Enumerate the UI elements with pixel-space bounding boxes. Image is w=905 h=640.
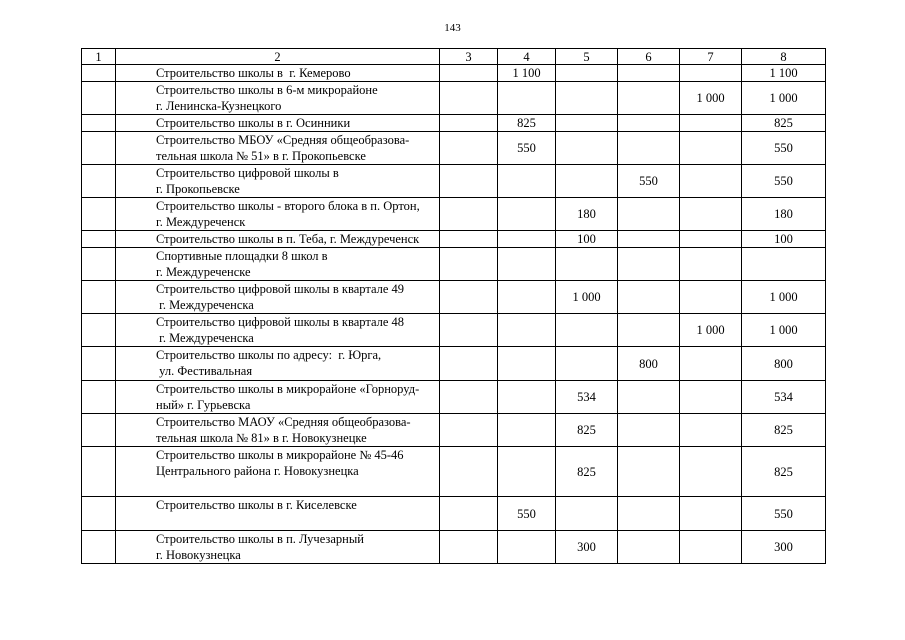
row-name-cell: Спортивные площадки 8 школ в г. Междуреченске [116,248,440,281]
value-cell-col6 [618,447,680,497]
value-cell-col4 [498,82,556,115]
table-row [82,82,826,115]
table-row [82,198,826,231]
value-cell-col8: 550 [742,132,826,165]
value-cell-col3 [440,115,498,132]
value-cell-col6 [618,115,680,132]
value-cell-col5: 300 [556,531,618,564]
row-number-cell [82,198,116,231]
row-name-cell: Строительство школы в 6-м микрорайоне г. Ленинска-Кузнецкого [116,82,440,115]
value-cell-col7: 1 000 [680,314,742,347]
value-cell-col6: 550 [618,165,680,198]
value-cell-col8: 825 [742,447,826,497]
table-row [82,132,826,165]
row-name-cell: Строительство школы - второго блока в п. Ортон, г. Междуреченск [116,198,440,231]
table-row [82,65,826,82]
value-cell-col6 [618,531,680,564]
row-number-cell [82,414,116,447]
value-cell-col6 [618,281,680,314]
value-cell-col3 [440,281,498,314]
table-row [82,347,826,381]
table-row [82,115,826,132]
row-name-cell: Строительство цифровой школы в квартале 49 г. Междуреченска [116,281,440,314]
table-row [82,531,826,564]
value-cell-col4: 1 100 [498,65,556,82]
row-name-cell: Строительство цифровой школы в г. Прокопьевске [116,165,440,198]
value-cell-col5 [556,165,618,198]
value-cell-col3 [440,497,498,531]
row-number-cell [82,381,116,414]
column-header: 4 [498,49,556,65]
value-cell-col7 [680,381,742,414]
value-cell-col6 [618,198,680,231]
table-row [82,165,826,198]
value-cell-col5 [556,314,618,347]
table-header-row [82,49,826,65]
value-cell-col4 [498,314,556,347]
row-name-cell: Строительство школы в п. Лучезарный г. Новокузнецка [116,531,440,564]
column-header: 7 [680,49,742,65]
value-cell-col6 [618,82,680,115]
value-cell-col7 [680,531,742,564]
row-name-cell: Строительство школы по адресу: г. Юрга, ул. Фестивальная [116,347,440,381]
row-number-cell [82,347,116,381]
value-cell-col7 [680,447,742,497]
value-cell-col5: 825 [556,414,618,447]
value-cell-col6 [618,497,680,531]
value-cell-col7 [680,165,742,198]
value-cell-col4 [498,447,556,497]
value-cell-col8: 180 [742,198,826,231]
table-body [82,65,826,564]
table-row [82,248,826,281]
table-row [82,281,826,314]
row-number-cell [82,231,116,248]
value-cell-col3 [440,381,498,414]
value-cell-col8: 534 [742,381,826,414]
value-cell-col3 [440,347,498,381]
row-number-cell [82,82,116,115]
value-cell-col8: 300 [742,531,826,564]
value-cell-col3 [440,82,498,115]
value-cell-col7 [680,248,742,281]
value-cell-col4: 550 [498,132,556,165]
row-number-cell [82,165,116,198]
row-number-cell [82,531,116,564]
value-cell-col8: 550 [742,497,826,531]
value-cell-col4 [498,165,556,198]
value-cell-col8: 825 [742,115,826,132]
row-name-cell: Строительство школы в г. Кемерово [116,65,440,82]
value-cell-col4 [498,414,556,447]
value-cell-col5 [556,65,618,82]
value-cell-col4 [498,347,556,381]
value-cell-col3 [440,531,498,564]
value-cell-col7 [680,497,742,531]
value-cell-col7 [680,231,742,248]
row-name-cell: Строительство школы в микрорайоне № 45-46 Центрального района г. Новокузнецка [116,447,440,497]
value-cell-col3 [440,314,498,347]
value-cell-col8 [742,248,826,281]
table-row [82,497,826,531]
value-cell-col8: 825 [742,414,826,447]
row-number-cell [82,497,116,531]
value-cell-col6 [618,248,680,281]
value-cell-col5 [556,115,618,132]
row-name-cell: Строительство школы в г. Осинники [116,115,440,132]
value-cell-col6 [618,231,680,248]
table-row [82,414,826,447]
value-cell-col4: 825 [498,115,556,132]
value-cell-col8: 1 100 [742,65,826,82]
column-header: 5 [556,49,618,65]
value-cell-col6 [618,414,680,447]
row-number-cell [82,132,116,165]
value-cell-col5 [556,132,618,165]
row-name-cell: Строительство школы в микрорайоне «Горноруд- ный» г. Гурьевска [116,381,440,414]
value-cell-col4 [498,231,556,248]
value-cell-col7 [680,115,742,132]
value-cell-col8: 1 000 [742,314,826,347]
value-cell-col8: 1 000 [742,82,826,115]
value-cell-col7 [680,281,742,314]
value-cell-col3 [440,414,498,447]
value-cell-col6 [618,314,680,347]
column-header: 3 [440,49,498,65]
value-cell-col8: 800 [742,347,826,381]
value-cell-col6 [618,65,680,82]
table-row [82,447,826,497]
value-cell-col3 [440,447,498,497]
row-number-cell [82,281,116,314]
value-cell-col7 [680,198,742,231]
value-cell-col5: 1 000 [556,281,618,314]
row-number-cell [82,314,116,347]
value-cell-col4: 550 [498,497,556,531]
value-cell-col6: 800 [618,347,680,381]
value-cell-col3 [440,231,498,248]
table-row [82,231,826,248]
value-cell-col7: 1 000 [680,82,742,115]
row-name-cell: Строительство МБОУ «Средняя общеобразова- тельная школа № 51» в г. Прокопьевске [116,132,440,165]
value-cell-col7 [680,347,742,381]
column-header: 2 [116,49,440,65]
value-cell-col5: 825 [556,447,618,497]
row-name-cell: Строительство школы в г. Киселевске [116,497,440,531]
value-cell-col3 [440,132,498,165]
value-cell-col5: 180 [556,198,618,231]
row-number-cell [82,447,116,497]
row-name-cell: Строительство школы в п. Теба, г. Междуреченск [116,231,440,248]
value-cell-col8: 550 [742,165,826,198]
table-row [82,381,826,414]
value-cell-col4 [498,198,556,231]
value-cell-col3 [440,198,498,231]
column-header: 6 [618,49,680,65]
column-header: 8 [742,49,826,65]
column-header: 1 [82,49,116,65]
value-cell-col8: 100 [742,231,826,248]
data-table [81,48,826,564]
value-cell-col5 [556,248,618,281]
page-number: 143 [444,22,461,34]
value-cell-col7 [680,65,742,82]
row-name-cell: Строительство МАОУ «Средняя общеобразова- тельная школа № 81» в г. Новокузнецке [116,414,440,447]
value-cell-col4 [498,248,556,281]
value-cell-col7 [680,414,742,447]
row-name-cell: Строительство цифровой школы в квартале 48 г. Междуреченска [116,314,440,347]
table-row [82,314,826,347]
row-number-cell [82,115,116,132]
value-cell-col6 [618,381,680,414]
value-cell-col5 [556,347,618,381]
value-cell-col3 [440,65,498,82]
row-number-cell [82,248,116,281]
value-cell-col5 [556,497,618,531]
value-cell-col4 [498,531,556,564]
value-cell-col8: 1 000 [742,281,826,314]
value-cell-col5 [556,82,618,115]
value-cell-col3 [440,165,498,198]
value-cell-col3 [440,248,498,281]
value-cell-col7 [680,132,742,165]
value-cell-col5: 534 [556,381,618,414]
value-cell-col6 [618,132,680,165]
value-cell-col4 [498,281,556,314]
value-cell-col4 [498,381,556,414]
row-number-cell [82,65,116,82]
value-cell-col5: 100 [556,231,618,248]
